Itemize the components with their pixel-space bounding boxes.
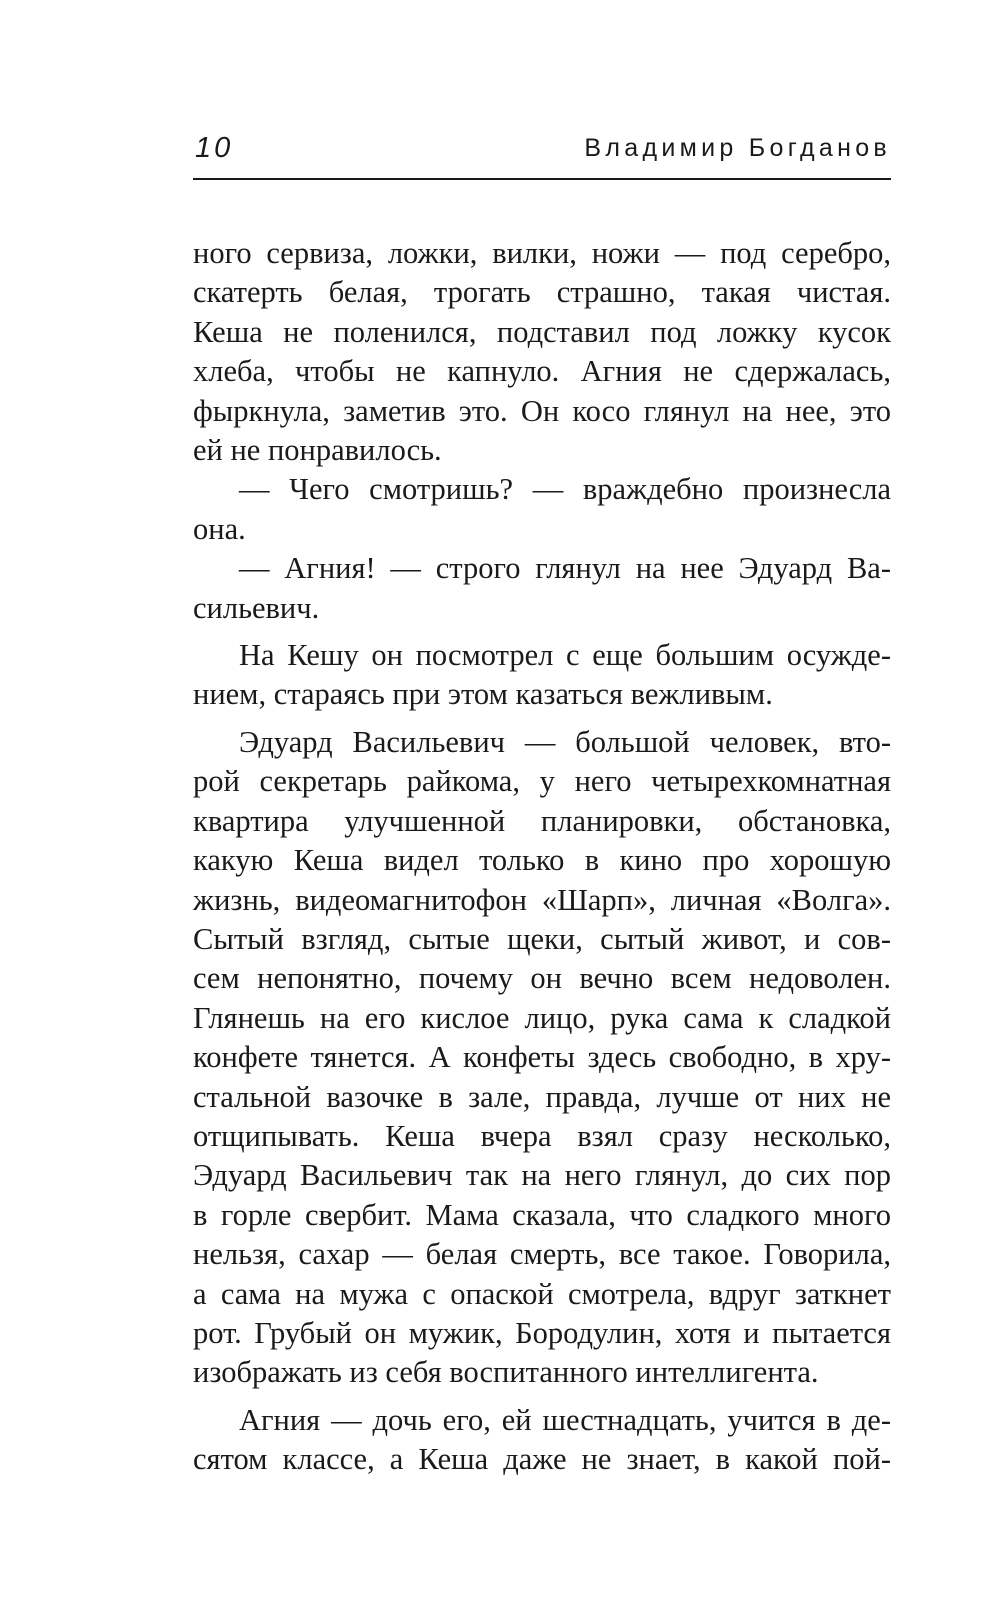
dialogue-line: — Чего смотришь? — враждебно произнесла она.	[193, 472, 891, 546]
text-line: Сытый взгляд, сытые щеки, сытый живот, и сов-	[193, 921, 891, 956]
text-line: сильевич.	[193, 590, 320, 625]
page-header	[193, 128, 891, 180]
text-line: ей не понравилось.	[193, 433, 442, 468]
text-line: рот. Грубый он мужик, Бородулин, хотя и пытается	[193, 1315, 891, 1350]
text-line: какую Кеша видел только в кино про хорошую	[193, 843, 891, 878]
text-line: в горле свербит. Мама сказала, что сладкого много	[193, 1197, 891, 1232]
text-line: конфете тянется. А конфеты здесь свободно, в хру-	[193, 1040, 891, 1075]
text-line: нельзя, сахар — белая смерть, все такое. Говорила,	[193, 1237, 891, 1272]
text-line: Эдуард Васильевич — большой человек, вто-	[239, 724, 891, 759]
text-line: нием, стараясь при этом казаться вежливым.	[193, 677, 773, 712]
body-text	[193, 234, 891, 1480]
text-line: жизнь, видеомагнитофон «Шарп», личная «Волга».	[193, 882, 891, 917]
text-line: квартира улучшенной планировки, обстановка,	[193, 803, 891, 838]
text-line: Глянешь на его кислое лицо, рука сама к сладкой	[193, 1000, 891, 1035]
text-line: хлеба, чтобы не капнуло. Агния не сдержалась,	[193, 354, 891, 389]
text-line: изображать из себя воспитанного интеллигента.	[193, 1355, 819, 1390]
text-line: На Кешу он посмотрел с еще большим осужде-	[239, 638, 891, 673]
text-line: сятом классе, а Кеша даже не знает, в какой пой-	[193, 1442, 891, 1477]
text-line: Эдуард Васильевич так на него глянул, до сих пор	[193, 1158, 891, 1193]
text-line: скатерть белая, трогать страшно, такая чистая.	[193, 275, 891, 310]
text-line: отщипывать. Кеша вчера взял сразу несколько,	[193, 1118, 891, 1153]
dialogue-line: — Агния! — строго глянул на нее Эдуард Ва-	[239, 551, 891, 586]
page-number: 10	[195, 132, 234, 164]
text-line: Агния — дочь его, ей шестнадцать, учится в де-	[239, 1402, 891, 1437]
text-line: сем непонятно, почему он вечно всем недоволен.	[193, 961, 891, 996]
text-line: стальной вазочке в зале, правда, лучше от них не	[193, 1079, 891, 1114]
text-line: Кеша не поленился, подставил под ложку кусок	[193, 314, 891, 349]
text-line: рой секретарь райкома, у него четырехкомнатная	[193, 764, 891, 799]
text-line: а сама на мужа с опаской смотрела, вдруг заткнет	[193, 1276, 891, 1311]
text-line: ного сервиза, ложки, вилки, ножи — под серебро,	[193, 236, 891, 270]
text-line: фыркнула, заметив это. Он косо глянул на нее, это	[193, 393, 891, 428]
running-head-author: Владимир Богданов	[584, 134, 891, 162]
